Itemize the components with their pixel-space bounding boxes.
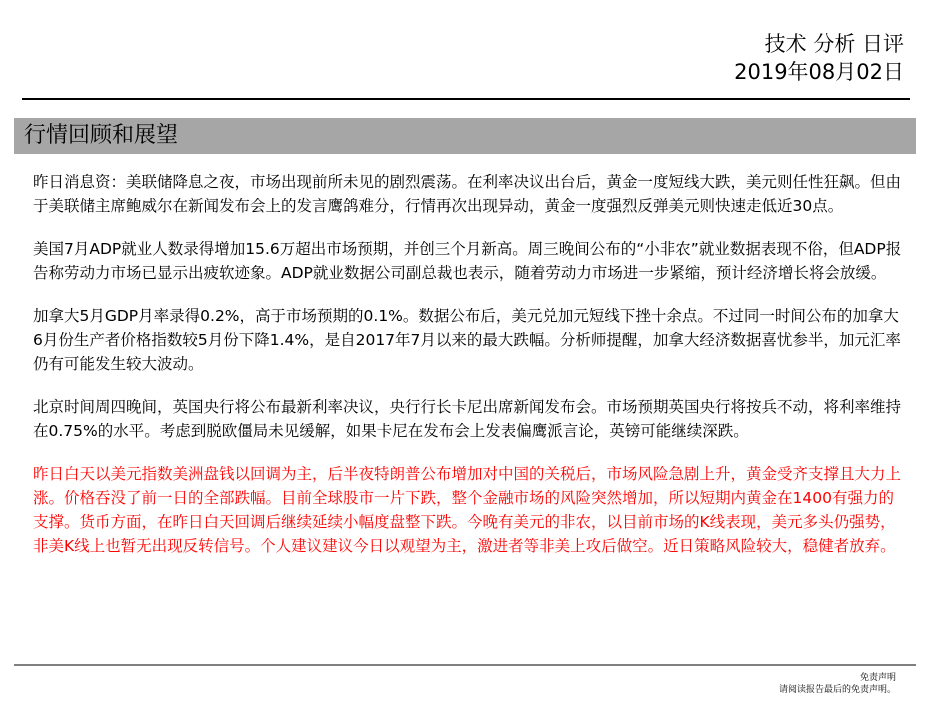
header-divider — [22, 98, 910, 100]
paragraph-strategy-outlook: 昨日白天以美元指数美洲盘钱以回调为主，后半夜特朗普公布增加对中国的关税后，市场风险急剧上升，黄金受齐支撑且大力上涨。价格吞没了前一日的全部跌幅。目前全球股市一片下跌，整个金融市场的风险突然增加，所以短期内黄金在1400有强力的支撑。货币方面，在昨日白天回调后继续延续小幅度盘整下跌。今晚有美元的非农，以目前市场的K线表现，美元多头仍强势，非美K线上也暂无出现反转信号。个人建议建议今日以观望为主，激进者等非美上攻后做空。近日策略风险较大，稳健者放弃。 — [33, 465, 902, 555]
footer-divider — [14, 664, 916, 666]
report-date: 2019年08月02日 — [734, 60, 904, 84]
paragraph-adp-employment: 美国7月ADP就业人数录得增加15.6万超出市场预期，并创三个月新高。周三晚间公布的“小非农”就业数据表现不俗，但ADP报告称劳动力市场已显示出疲软迹象。ADP就业数据公司副总裁也表示，随着劳动力市场进一步紧缩，预计经济增长将会放缓。 — [33, 240, 902, 282]
disclaimer-note — [779, 672, 896, 696]
paragraph-canada-gdp: 加拿大5月GDP月率录得0.2%，高于市场预期的0.1%。数据公布后，美元兑加元短线下挫十余点。不过同一时间公布的加拿大6月份生产者价格指数较5月份下降1.4%，是自2017年7月以来的最大跌幅。分析师提醒，加拿大经济数据喜忧参半，加元汇率仍有可能发生较大波动。 — [33, 307, 901, 373]
paragraph-market-news: 昨日消息资：美联储降息之夜，市场出现前所未见的剧烈震荡。在利率决议出台后，黄金一度短线大跌，美元则任性狂飙。但由于美联储主席鲍威尔在新闻发布会上的发言鹰鸽难分，行情再次出现异动，黄金一度强烈反弹美元则快速走低近30点。 — [33, 173, 902, 215]
disclaimer-text: 请阅读报告最后的免责声明。 — [778, 685, 896, 695]
report-title: 技术 分析 日评 — [764, 32, 904, 56]
report-body — [33, 170, 903, 577]
report-header — [734, 30, 904, 86]
section-title: 行情回顾和展望 — [24, 123, 179, 148]
paragraph-boe-rate-decision: 北京时间周四晚间，英国央行将公布最新利率决议，央行行长卡尼出席新闻发布会。市场预期英国央行将按兵不动，将利率维持在0.75%的水平。考虑到脱欧僵局未见缓解，如果卡尼在发布会上发表偏鹰派言论，英镑可能继续深跌。 — [33, 398, 902, 440]
disclaimer-title: 免责声明 — [859, 673, 896, 683]
section-header-bar — [14, 118, 916, 154]
